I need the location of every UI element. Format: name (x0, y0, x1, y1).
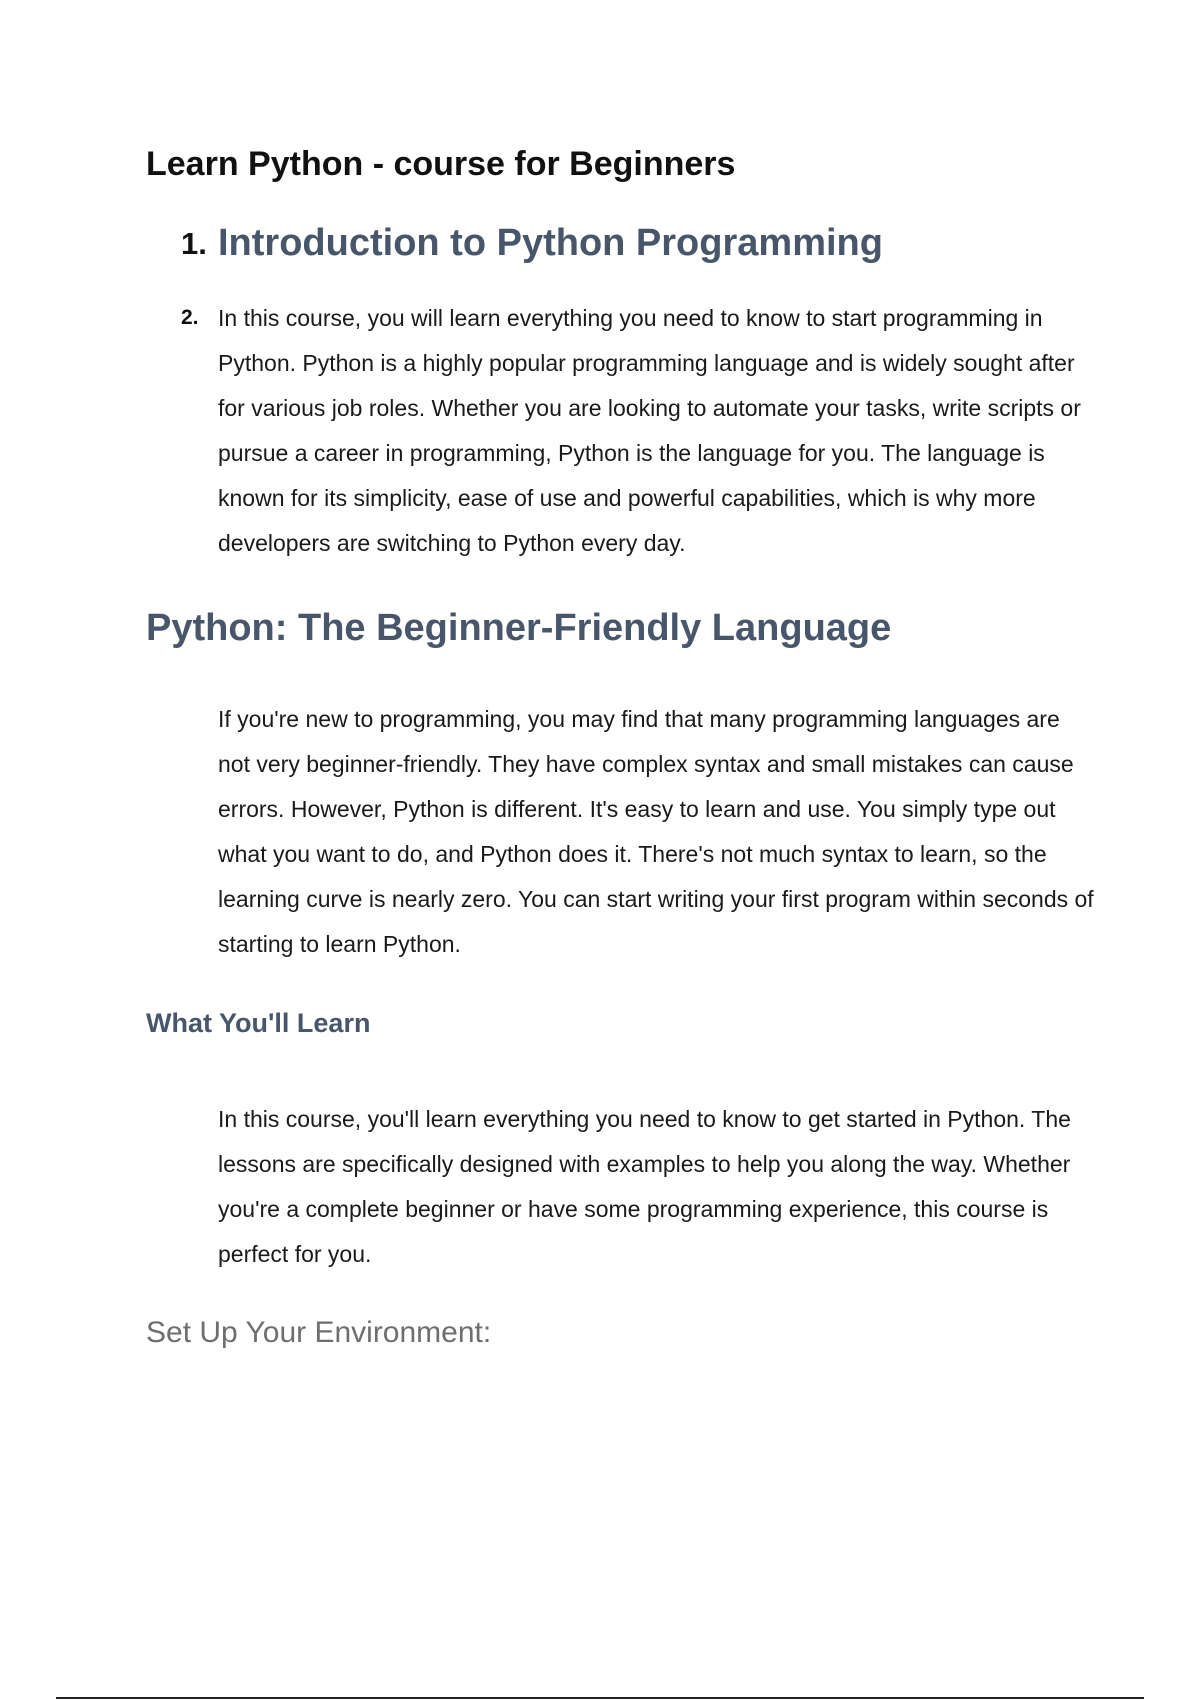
paragraph-beginner-friendly: If you're new to programming, you may find that many programming languages are not very beginner-friendly. They have complex syntax and small mistakes can cause errors. However, Python is different. It's easy to learn and use. You simply type out what you want to do, and Python does it. There's not much syntax to learn, so the learning curve is nearly zero. You can start writing your first program within seconds of starting to learn Python. (218, 706, 1094, 957)
list-number-2: 2. (181, 306, 199, 329)
document-title: Learn Python - course for Beginners (146, 145, 736, 183)
heading-what-youll-learn: What You'll Learn (146, 1008, 371, 1038)
heading-introduction: Introduction to Python Programming (218, 222, 883, 264)
heading-set-up-environment: Set Up Your Environment: (146, 1316, 492, 1349)
paragraph-introduction: In this course, you will learn everything you need to know to start programming in Python. Python is a highly popular programming language and is widely sought after for various job roles. Whether you are looking to automate your tasks, write scripts or pursue a career in programming, Python is the language for you. The language is known for its simplicity, ease of use and powerful capabilities, which is why more developers are switching to Python every day. (218, 305, 1081, 556)
list-number-1: 1. (181, 226, 207, 261)
page-bottom-rule (56, 1697, 1144, 1699)
heading-beginner-friendly: Python: The Beginner-Friendly Language (146, 607, 892, 649)
paragraph-what-youll-learn: In this course, you'll learn everything you need to know to get started in Python. The lessons are specifically designed with examples to help you along the way. Whether you're a complete beginner or have some programming experience, this course is perfect for you. (218, 1106, 1071, 1267)
